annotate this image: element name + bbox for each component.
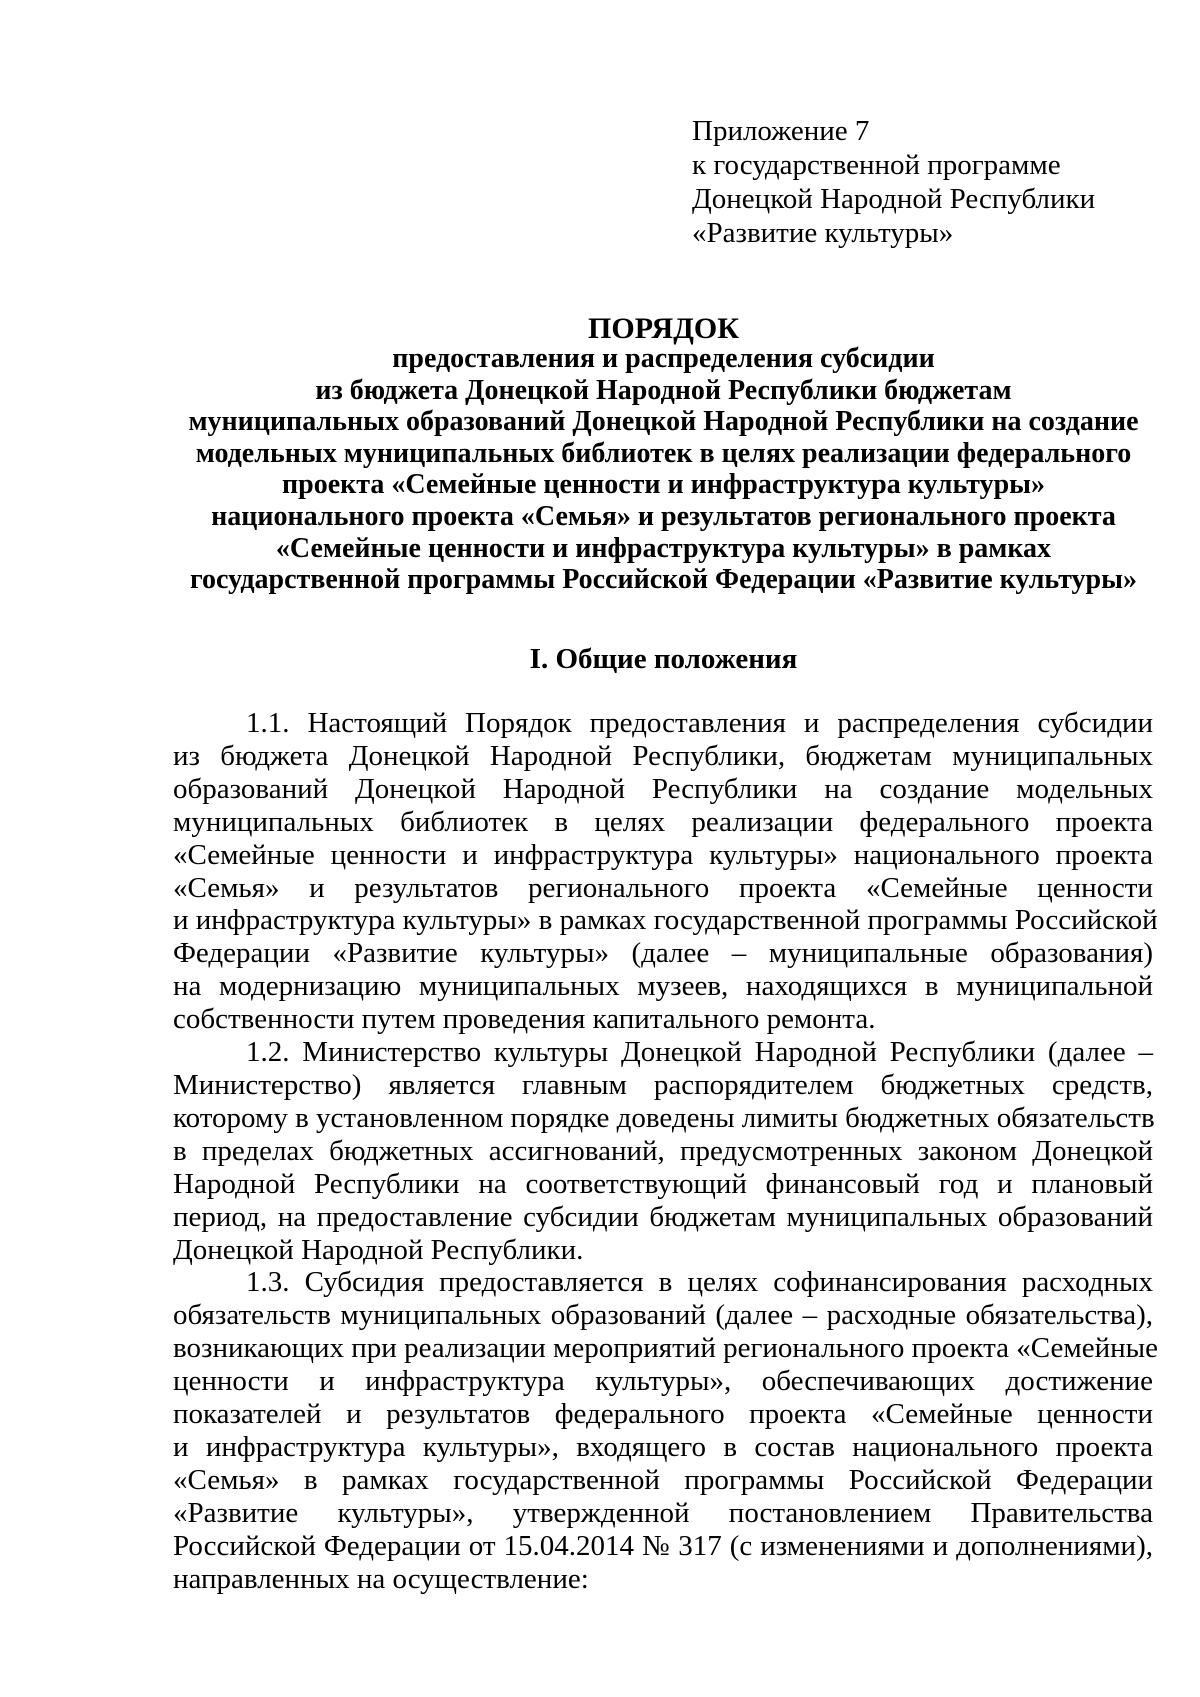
subtitle-line: из бюджета Донецкой Народной Республики бюджетам [315,374,1012,406]
paragraph-line: «Развитие культуры», утвержденной постановлением Правительства [173,1496,1153,1529]
document-subtitle [170,343,1157,596]
paragraph-line: 1.2. Министерство культуры Донецкой Народной Республики (далее – [246,1036,1153,1069]
appendix-line: Донецкой Народной Республики [692,183,1096,215]
paragraph-line: Российской Федерации от 15.04.2014 № 317 (с изменениями и дополнениями), [173,1529,1153,1562]
paragraph-line: обязательств муниципальных образований (далее – расходные обязательства), [173,1299,1153,1332]
paragraph-line: которому в установленном порядке доведены лимиты бюджетных обязательств [173,1101,1155,1134]
subtitle-line: предоставления и распределения субсидии [392,343,935,374]
paragraph-line: на модернизацию муниципальных музеев, находящихся в муниципальной [173,970,1153,1003]
paragraph-line: и инфраструктура культуры», входящего в состав национального проекта [173,1430,1153,1463]
paragraph-line: «Семья» и результатов регионального проекта «Семейные ценности [173,871,1153,904]
paragraph-line: образований Донецкой Народной Республики на создание модельных [173,772,1153,805]
appendix-line: «Развитие культуры» [692,217,954,249]
subtitle-line: государственной программы Российской Федерации «Развитие культуры» [190,564,1137,596]
paragraph-line: возникающих при реализации мероприятий регионального проекта «Семейные [173,1332,1158,1365]
subtitle-line: национального проекта «Семья» и результатов регионального проекта [211,500,1116,532]
paragraph-line: 1.1. Настоящий Порядок предоставления и распределения субсидии [246,707,1153,739]
appendix-block [692,114,1095,250]
paragraph-line: 1.3. Субсидия предоставляется в целях софинансирования расходных [246,1266,1153,1299]
subtitle-line: муниципальных образований Донецкой Народной Республики на создание [188,406,1139,438]
paragraph-line: направленных на осуществление: [173,1562,589,1595]
subtitle-line: «Семейные ценности и инфраструктура культуры» в рамках [275,532,1052,564]
paragraph-line: в пределах бюджетных ассигнований, предусмотренных законом Донецкой [173,1134,1153,1167]
subtitle-line: модельных муниципальных библиотек в целях реализации федерального [195,437,1132,469]
paragraph-line: «Семейные ценности и инфраструктура культуры» национального проекта [173,838,1153,871]
paragraph-1-3 [173,1266,1158,1595]
appendix-line: к государственной программе [692,149,1061,181]
paragraph-line: Министерство) является главным распорядителем бюджетных средств, [173,1068,1153,1101]
paragraph-line: и инфраструктура культуры» в рамках государственной программы Российской [173,904,1158,937]
paragraph-line: Народной Республики на соответствующий финансовый год и плановый [173,1167,1153,1200]
document-body [173,707,1158,1595]
paragraph-1-1 [173,707,1158,1036]
paragraph-line: ценности и инфраструктура культуры», обеспечивающих достижение [173,1365,1153,1398]
appendix-line: Приложение 7 [692,115,870,147]
paragraph-line: муниципальных библиотек в целях реализации федерального проекта [173,805,1153,838]
paragraph-line: из бюджета Донецкой Народной Республики, бюджетам муниципальных [173,739,1153,772]
paragraph-line: период, на предоставление субсидии бюджетам муниципальных образований [173,1200,1153,1233]
section-title: I. Общие положения [529,643,798,675]
document-title: ПОРЯДОК [588,312,739,345]
subtitle-line: проекта «Семейные ценности и инфраструктура культуры» [281,469,1045,501]
paragraph-line: Федерации «Развитие культуры» (далее – муниципальные образования) [173,937,1153,970]
paragraph-line: собственности путем проведения капитального ремонта. [173,1003,876,1036]
paragraph-line: Донецкой Народной Республики. [173,1233,584,1266]
paragraph-line: «Семья» в рамках государственной программы Российской Федерации [173,1463,1153,1496]
paragraph-line: показателей и результатов федерального проекта «Семейные ценности [173,1398,1153,1431]
paragraph-1-2 [173,1036,1153,1266]
